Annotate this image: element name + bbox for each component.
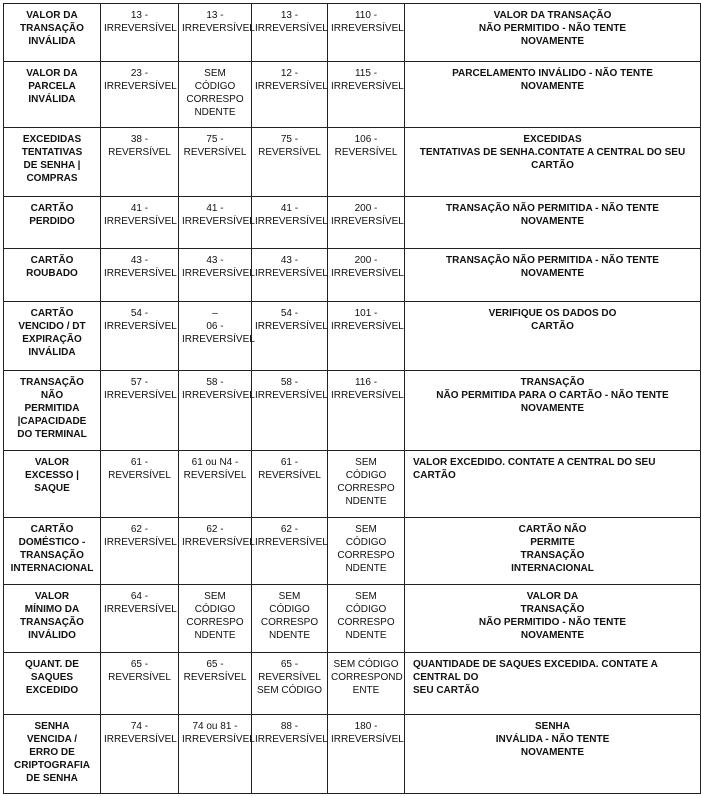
message-cell: VALOR DA TRANSAÇÃO NÃO PERMITIDO - NÃO TENTE NOVAMENTE: [405, 4, 701, 62]
code-cell: 23 - IRREVERSÍVEL: [101, 62, 179, 128]
row-label-cell: VALOR EXCESSO | SAQUE: [4, 451, 101, 518]
code-cell: 41 - IRREVERSÍVEL: [101, 197, 179, 249]
code-cell: 57 - IRREVERSÍVEL: [101, 371, 179, 451]
code-cell: 54 - IRREVERSÍVEL: [252, 302, 328, 371]
table-row: [4, 249, 701, 302]
table-row: [4, 62, 701, 128]
table-row: [4, 585, 701, 653]
code-cell: 58 - IRREVERSÍVEL: [179, 371, 252, 451]
table-row: [4, 302, 701, 371]
code-cell: SEM CÓDIGO CORRESPOND ENTE: [328, 653, 405, 715]
code-cell: 180 - IRREVERSÍVEL: [328, 715, 405, 794]
code-cell: – 06 - IRREVERSÍVEL: [179, 302, 252, 371]
row-label-cell: CARTÃO DOMÉSTICO - TRANSAÇÃO INTERNACIONAL: [4, 518, 101, 585]
code-cell: 13 - IRREVERSÍVEL: [179, 4, 252, 62]
table-row: [4, 653, 701, 715]
code-cell: 200 - IRREVERSÍVEL: [328, 197, 405, 249]
code-cell: 12 - IRREVERSÍVEL: [252, 62, 328, 128]
code-cell: 43 - IRREVERSÍVEL: [252, 249, 328, 302]
code-cell: SEM CÓDIGO CORRESPO NDENTE: [252, 585, 328, 653]
code-cell: 54 - IRREVERSÍVEL: [101, 302, 179, 371]
code-cell: 116 - IRREVERSÍVEL: [328, 371, 405, 451]
message-cell: QUANTIDADE DE SAQUES EXCEDIDA. CONTATE A CENTRAL DO SEU CARTÃO: [405, 653, 701, 715]
code-cell: 64 - IRREVERSÍVEL: [101, 585, 179, 653]
code-cell: 61 ou N4 - REVERSÍVEL: [179, 451, 252, 518]
code-cell: SEM CÓDIGO CORRESPO NDENTE: [179, 62, 252, 128]
code-cell: 43 - IRREVERSÍVEL: [101, 249, 179, 302]
code-cell: 74 ou 81 - IRREVERSÍVEL: [179, 715, 252, 794]
code-cell: 110 - IRREVERSÍVEL: [328, 4, 405, 62]
row-label-cell: VALOR DA TRANSAÇÃO INVÁLIDA: [4, 4, 101, 62]
table-row: [4, 715, 701, 794]
row-label-cell: CARTÃO VENCIDO / DT EXPIRAÇÃO INVÁLIDA: [4, 302, 101, 371]
message-cell: SENHA INVÁLIDA - NÃO TENTE NOVAMENTE: [405, 715, 701, 794]
code-cell: 41 - IRREVERSÍVEL: [252, 197, 328, 249]
code-cell: 106 - REVERSÍVEL: [328, 128, 405, 197]
code-cell: 13 - IRREVERSÍVEL: [101, 4, 179, 62]
table-row: [4, 128, 701, 197]
code-cell: 13 - IRREVERSÍVEL: [252, 4, 328, 62]
code-cell: 200 - IRREVERSÍVEL: [328, 249, 405, 302]
row-label-cell: VALOR MÍNIMO DA TRANSAÇÃO INVÁLIDO: [4, 585, 101, 653]
response-codes-table: [3, 3, 701, 794]
code-cell: SEM CÓDIGO CORRESPO NDENTE: [328, 585, 405, 653]
code-cell: 38 - REVERSÍVEL: [101, 128, 179, 197]
code-cell: 115 - IRREVERSÍVEL: [328, 62, 405, 128]
message-cell: TRANSAÇÃO NÃO PERMITIDA PARA O CARTÃO - NÃO TENTE NOVAMENTE: [405, 371, 701, 451]
code-cell: 41 - IRREVERSÍVEL: [179, 197, 252, 249]
code-cell: SEM CÓDIGO CORRESPO NDENTE: [328, 451, 405, 518]
row-label-cell: VALOR DA PARCELA INVÁLIDA: [4, 62, 101, 128]
code-cell: SEM CÓDIGO CORRESPO NDENTE: [328, 518, 405, 585]
message-cell: TRANSAÇÃO NÃO PERMITIDA - NÃO TENTE NOVAMENTE: [405, 197, 701, 249]
message-cell: VALOR DA TRANSAÇÃO NÃO PERMITIDO - NÃO TENTE NOVAMENTE: [405, 585, 701, 653]
table-row: [4, 518, 701, 585]
code-cell: 74 - IRREVERSÍVEL: [101, 715, 179, 794]
table-row: [4, 371, 701, 451]
row-label-cell: EXCEDIDAS TENTATIVAS DE SENHA | COMPRAS: [4, 128, 101, 197]
code-cell: 62 - IRREVERSÍVEL: [179, 518, 252, 585]
code-cell: 75 - REVERSÍVEL: [179, 128, 252, 197]
code-cell: 65 - REVERSÍVEL: [101, 653, 179, 715]
message-cell: PARCELAMENTO INVÁLIDO - NÃO TENTE NOVAMENTE: [405, 62, 701, 128]
code-cell: 75 - REVERSÍVEL: [252, 128, 328, 197]
table-row: [4, 451, 701, 518]
code-cell: 88 - IRREVERSÍVEL: [252, 715, 328, 794]
code-cell: 65 - REVERSÍVEL SEM CÓDIGO: [252, 653, 328, 715]
code-cell: 62 - IRREVERSÍVEL: [101, 518, 179, 585]
table-row: [4, 197, 701, 249]
code-cell: 65 - REVERSÍVEL: [179, 653, 252, 715]
code-cell: 61 - REVERSÍVEL: [252, 451, 328, 518]
code-cell: 101 - IRREVERSÍVEL: [328, 302, 405, 371]
message-cell: VERIFIQUE OS DADOS DO CARTÃO: [405, 302, 701, 371]
row-label-cell: QUANT. DE SAQUES EXCEDIDO: [4, 653, 101, 715]
row-label-cell: CARTÃO ROUBADO: [4, 249, 101, 302]
message-cell: CARTÃO NÃO PERMITE TRANSAÇÃO INTERNACIONAL: [405, 518, 701, 585]
table-row: [4, 4, 701, 62]
code-cell: 58 - IRREVERSÍVEL: [252, 371, 328, 451]
message-cell: TRANSAÇÃO NÃO PERMITIDA - NÃO TENTE NOVAMENTE: [405, 249, 701, 302]
code-cell: 43 - IRREVERSÍVEL: [179, 249, 252, 302]
table-body: [4, 4, 701, 794]
row-label-cell: SENHA VENCIDA / ERRO DE CRIPTOGRAFIA DE SENHA: [4, 715, 101, 794]
code-cell: 61 - REVERSÍVEL: [101, 451, 179, 518]
row-label-cell: CARTÃO PERDIDO: [4, 197, 101, 249]
code-cell: 62 - IRREVERSÍVEL: [252, 518, 328, 585]
message-cell: VALOR EXCEDIDO. CONTATE A CENTRAL DO SEU CARTÃO: [405, 451, 701, 518]
code-cell: SEM CÓDIGO CORRESPO NDENTE: [179, 585, 252, 653]
row-label-cell: TRANSAÇÃO NÃO PERMITIDA |CAPACIDADE DO TERMINAL: [4, 371, 101, 451]
message-cell: EXCEDIDAS TENTATIVAS DE SENHA.CONTATE A CENTRAL DO SEU CARTÃO: [405, 128, 701, 197]
